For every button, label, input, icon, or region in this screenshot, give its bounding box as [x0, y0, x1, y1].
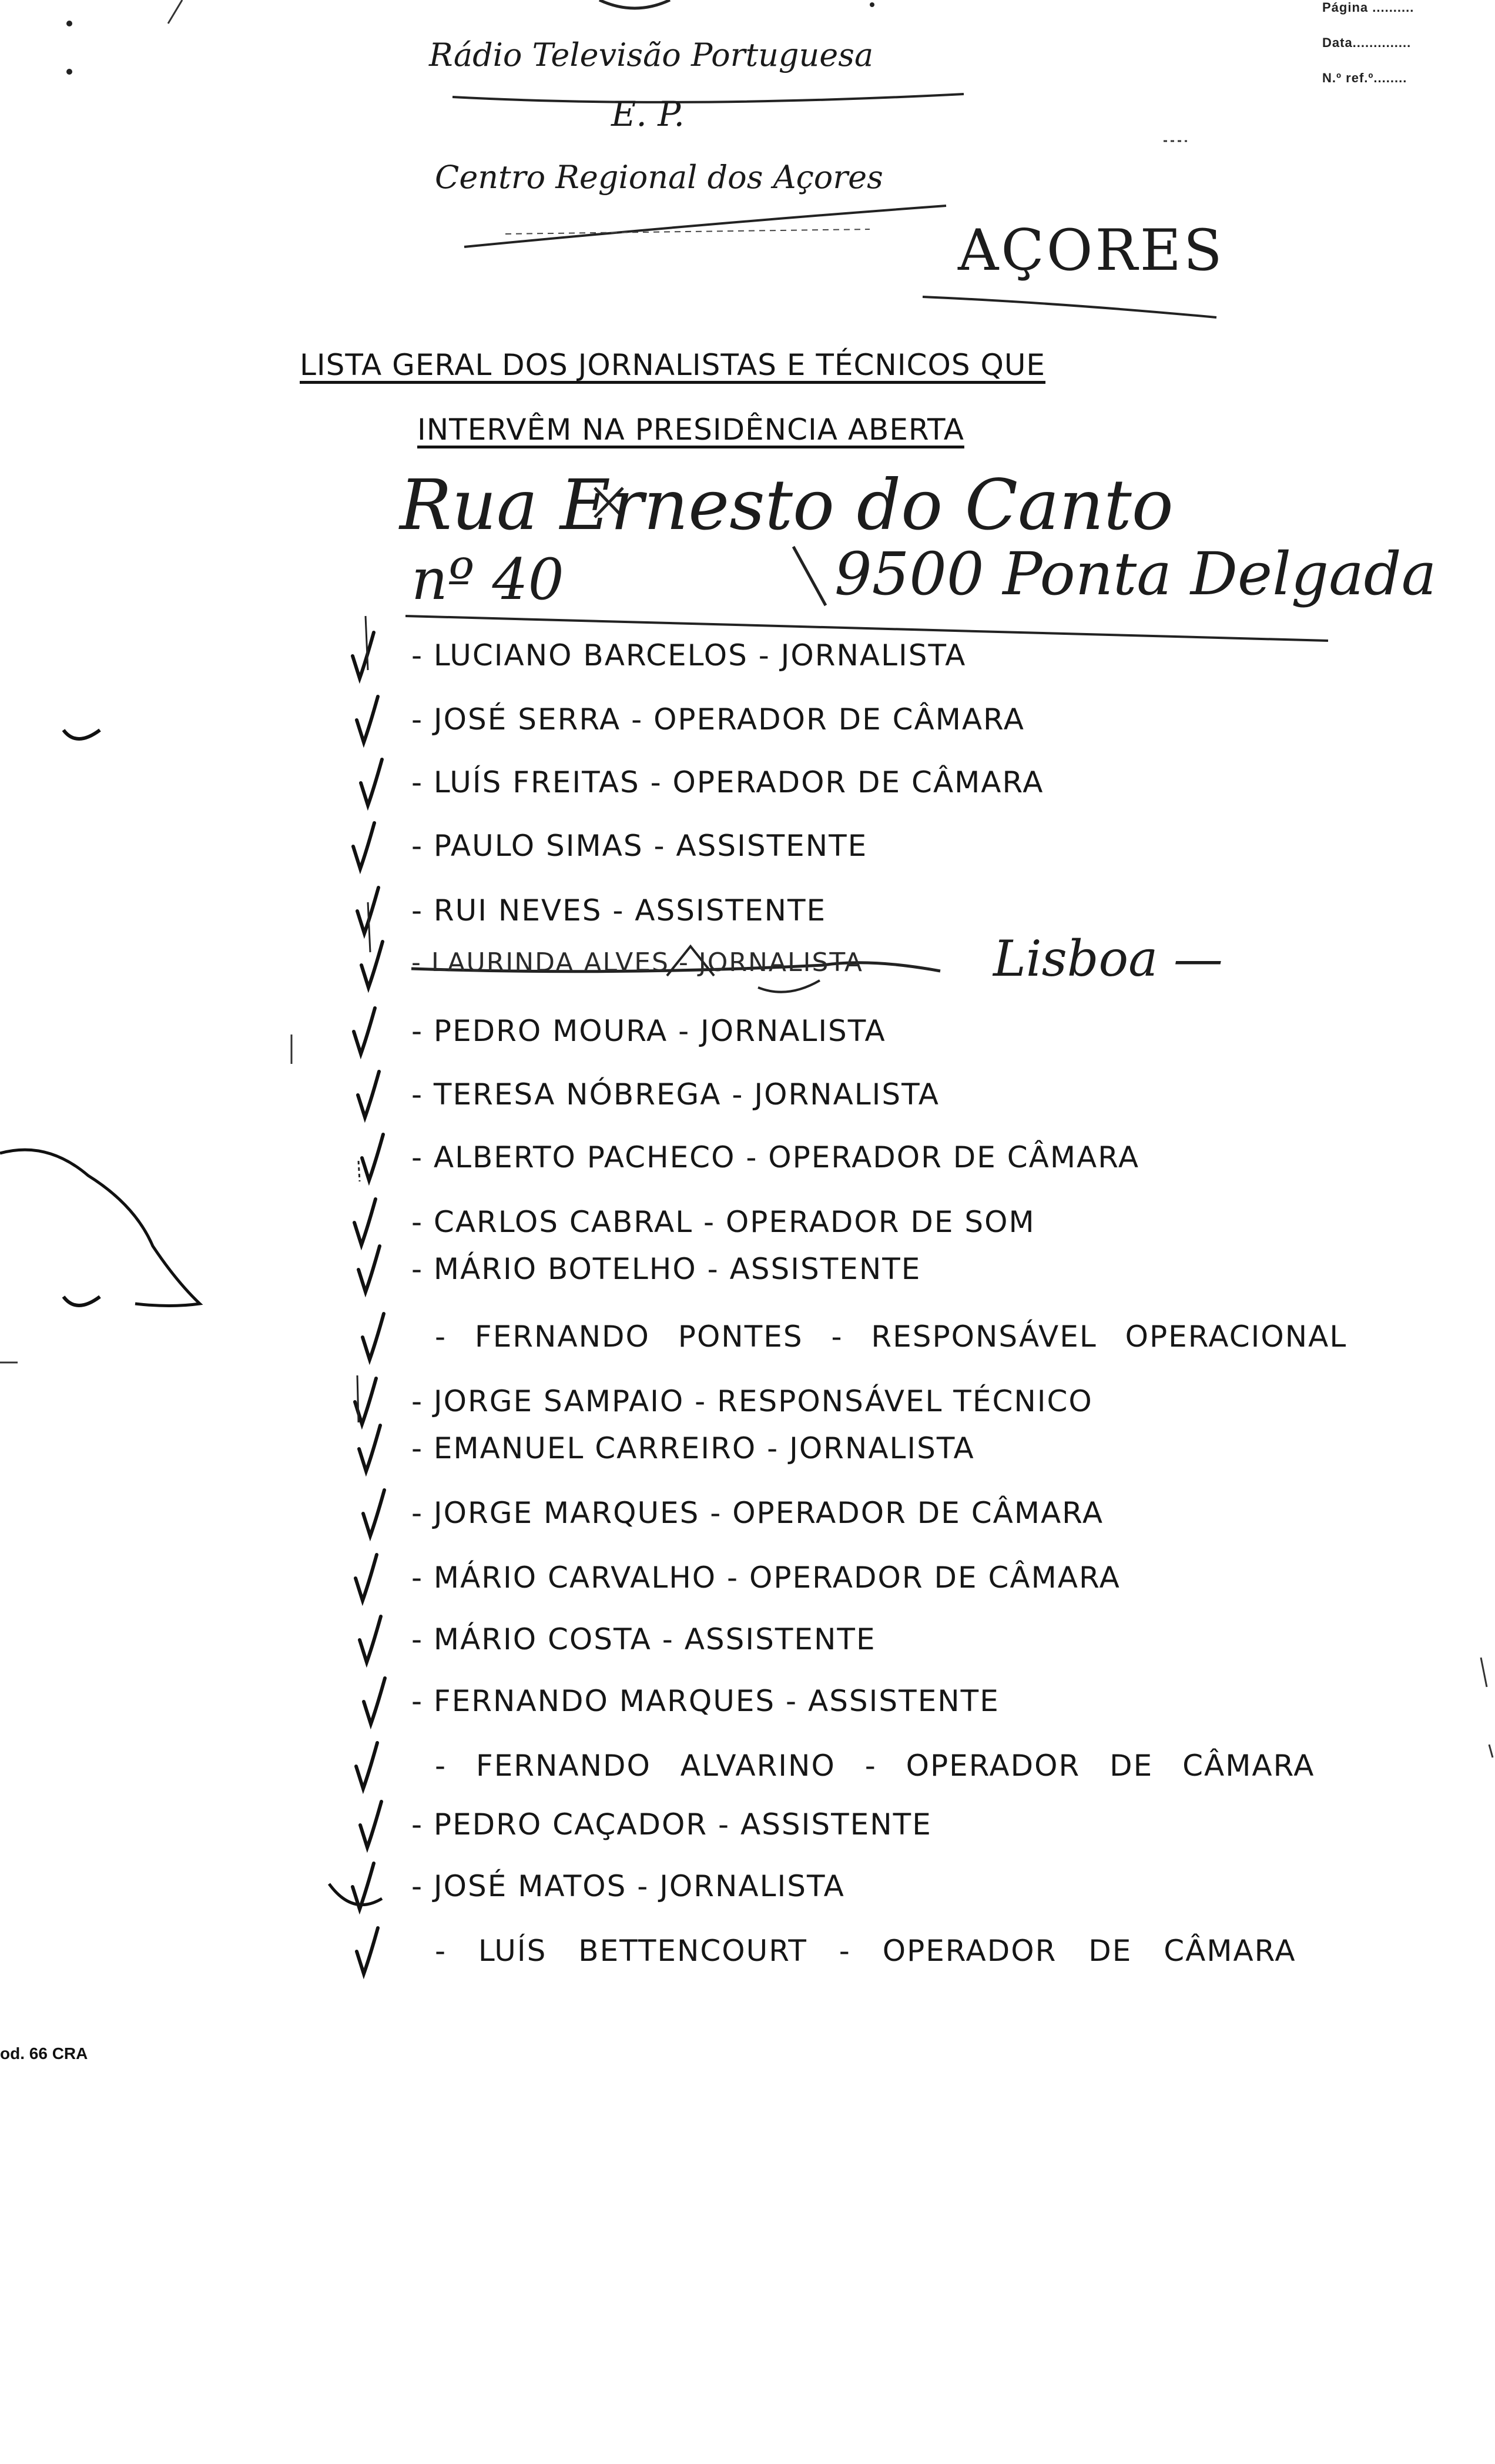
staff-entry: - EMANUEL CARREIRO - JORNALISTA	[411, 1431, 975, 1465]
check-mark	[359, 1425, 380, 1471]
organization-type: E. P.	[611, 94, 685, 134]
handwritten-number: nº 40	[411, 547, 564, 612]
check-mark	[353, 823, 374, 869]
staff-entry: - MÁRIO COSTA - ASSISTENTE	[411, 1622, 876, 1656]
staff-entry: - JOSÉ SERRA - OPERADOR DE CÂMARA	[411, 702, 1025, 736]
list-title-line2: INTERVÊM NA PRESIDÊNCIA ABERTA	[417, 413, 964, 447]
page-field-label: Página ..........	[1322, 0, 1414, 15]
corner-stroke	[168, 0, 182, 24]
check-mark	[363, 1490, 384, 1536]
staff-entry: - TERESA NÓBREGA - JORNALISTA	[411, 1077, 940, 1112]
reference-field-label: N.º ref.º........	[1322, 71, 1407, 85]
staff-entry: - FERNANDO ALVARINO - OPERADOR DE CÂMARA	[435, 1749, 1315, 1783]
handwritten-street: Rua Ernesto do Canto	[400, 464, 1174, 545]
handwritten-postal-city: 9500 Ponta Delgada	[834, 540, 1437, 608]
regional-centre: Centro Regional dos Açores	[435, 159, 883, 196]
staff-entry: - JORGE MARQUES - OPERADOR DE CÂMARA	[411, 1496, 1104, 1530]
staff-entry: - PEDRO MOURA - JORNALISTA	[411, 1014, 886, 1048]
handwritten-region: AÇORES	[958, 217, 1225, 283]
check-mark	[363, 1314, 384, 1360]
check-mark	[354, 1008, 375, 1054]
check-mark	[362, 1134, 383, 1180]
bracket-line	[358, 1161, 360, 1181]
staff-entry: - FERNANDO MARQUES - ASSISTENTE	[411, 1684, 1000, 1718]
date-field-label: Data..............	[1322, 35, 1412, 50]
bracket-line	[357, 1375, 358, 1422]
staff-entry: - JOSÉ MATOS - JORNALISTA	[411, 1869, 845, 1903]
stray-dot	[66, 69, 72, 75]
list-title-line1: LISTA GERAL DOS JORNALISTAS E TÉCNICOS QUE	[300, 348, 1046, 382]
check-mark	[357, 697, 378, 742]
handwritten-note: Lisboa —	[993, 930, 1223, 987]
header-rule-2	[464, 206, 946, 247]
staff-entry: - JORGE SAMPAIO - RESPONSÁVEL TÉCNICO	[411, 1384, 1093, 1418]
check-mark	[360, 1802, 381, 1847]
organization-name: Rádio Televisão Portuguesa	[429, 36, 874, 73]
check-mark	[364, 1678, 385, 1724]
check-mark	[361, 942, 383, 987]
check-mark	[354, 1199, 376, 1245]
margin-wave	[0, 1150, 200, 1305]
staff-entry: - LAURINDA ALVES - JORNALISTA	[411, 948, 863, 977]
staff-entry: - PEDRO CAÇADOR - ASSISTENTE	[411, 1807, 932, 1842]
check-mark	[358, 1072, 379, 1117]
staff-entry: - FERNANDO PONTES - RESPONSÁVEL OPERACIONAL	[435, 1320, 1347, 1354]
check-mark	[356, 1555, 377, 1601]
form-code: od. 66 CRA	[0, 2044, 88, 2063]
edge-mark	[1481, 1658, 1487, 1687]
header-rule-3	[505, 229, 870, 234]
address-rule	[405, 616, 1328, 641]
edge-mark	[1489, 1745, 1493, 1757]
strike-wave	[758, 980, 820, 992]
stray-dot	[66, 21, 72, 26]
staff-entry: - LUÍS FREITAS - OPERADOR DE CÂMARA	[411, 765, 1044, 799]
staff-entry: - PAULO SIMAS - ASSISTENTE	[411, 829, 868, 863]
check-mark	[358, 1246, 380, 1292]
margin-arc	[63, 730, 100, 739]
staff-entry: - MÁRIO CARVALHO - OPERADOR DE CÂMARA	[411, 1561, 1121, 1595]
check-mark	[353, 632, 374, 678]
margin-arc	[63, 1297, 100, 1305]
staff-entry: - ALBERTO PACHECO - OPERADOR DE CÂMARA	[411, 1140, 1140, 1174]
check-mark	[357, 1928, 378, 1974]
header-rule-1	[452, 94, 964, 102]
check-mark	[360, 1616, 381, 1662]
staff-entry: - LUÍS BETTENCOURT - OPERADOR DE CÂMARA	[435, 1934, 1296, 1968]
acores-rule	[923, 297, 1216, 317]
emblem-fragment	[599, 0, 670, 8]
check-marks	[353, 632, 385, 1974]
stray-dot	[870, 2, 874, 7]
staff-entry: - CARLOS CABRAL - OPERADOR DE SOM	[411, 1205, 1035, 1239]
check-mark	[361, 759, 382, 805]
check-mark	[356, 1743, 377, 1789]
bracket-line	[368, 902, 370, 952]
staff-entry: - LUCIANO BARCELOS - JORNALISTA	[411, 638, 967, 672]
staff-entry: - MÁRIO BOTELHO - ASSISTENTE	[411, 1252, 921, 1286]
address-slash	[793, 547, 826, 605]
staff-entry: - RUI NEVES - ASSISTENTE	[411, 893, 827, 928]
